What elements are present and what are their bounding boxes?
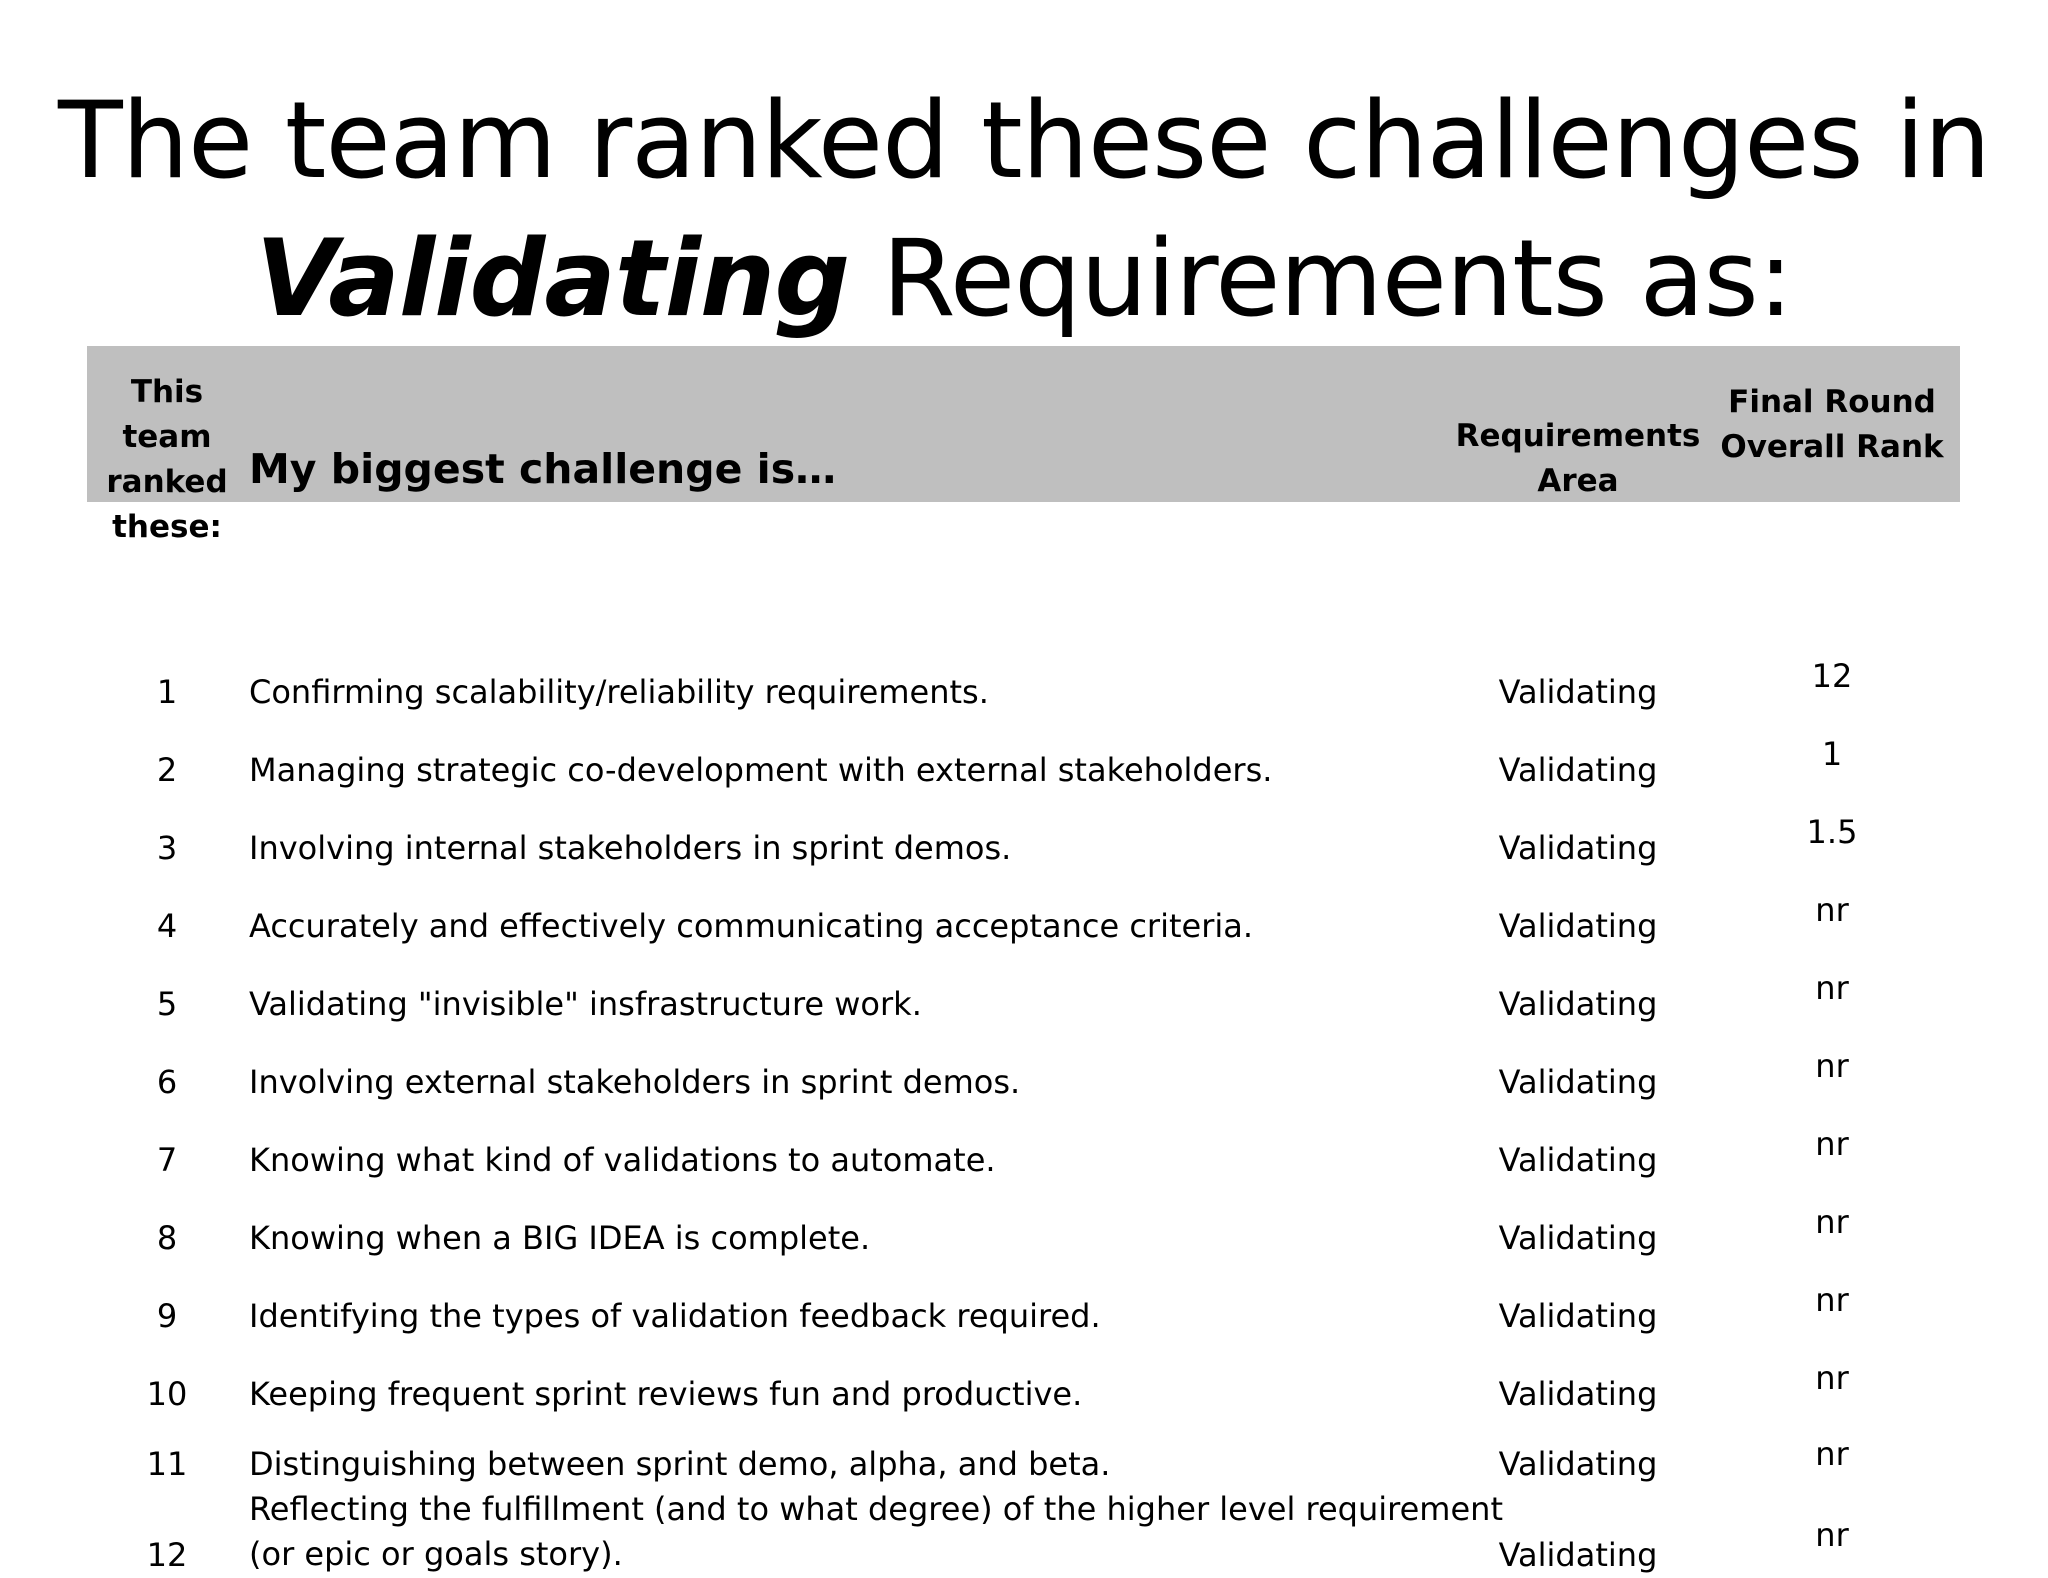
cell-area: Validating (1498, 1297, 1658, 1335)
slide-title (0, 72, 2048, 348)
cell-final-rank: nr (1815, 1516, 1849, 1554)
cell-challenge: Confirming scalability/reliability requirements. (249, 673, 989, 711)
cell-area: Validating (1498, 907, 1658, 945)
cell-final-rank: nr (1815, 1359, 1849, 1397)
title-line-2 (0, 210, 2048, 348)
cell-area: Validating (1498, 751, 1658, 789)
header-requirements-area (1441, 414, 1715, 504)
cell-challenge: Knowing when a BIG IDEA is complete. (249, 1219, 871, 1257)
cell-team-rank: 4 (156, 907, 178, 945)
header-final-rank (1699, 380, 1965, 470)
header-area-line: Area (1537, 463, 1619, 499)
title-emphasis: Validating (255, 217, 850, 340)
header-final-line: Final Round (1728, 384, 1936, 420)
cell-final-rank: nr (1815, 969, 1849, 1007)
cell-team-rank: 12 (146, 1536, 188, 1574)
cell-area: Validating (1498, 1063, 1658, 1101)
cell-challenge: Involving external stakeholders in sprint demos. (249, 1063, 1021, 1101)
cell-final-rank: nr (1815, 1281, 1849, 1319)
header-challenge: My biggest challenge is… (249, 445, 837, 493)
table-header (87, 346, 1960, 545)
cell-final-rank: 1 (1821, 735, 1843, 773)
cell-challenge: Involving internal stakeholders in sprint demos. (249, 829, 1012, 867)
header-team-rank (87, 370, 247, 550)
header-team-rank-line: ranked (106, 464, 228, 500)
cell-team-rank: 10 (146, 1375, 188, 1413)
cell-area: Validating (1498, 1141, 1658, 1179)
header-team-rank-line: these: (112, 509, 222, 545)
cell-challenge: Keeping frequent sprint reviews fun and productive. (249, 1375, 1083, 1413)
cell-team-rank: 3 (156, 829, 178, 867)
cell-area: Validating (1498, 1219, 1658, 1257)
header-final-line: Overall Rank (1720, 429, 1944, 465)
cell-challenge: Knowing what kind of validations to automate. (249, 1141, 996, 1179)
cell-team-rank: 8 (156, 1219, 178, 1257)
cell-challenge: Identifying the types of validation feedback required. (249, 1297, 1101, 1335)
cell-final-rank: nr (1815, 1203, 1849, 1241)
cell-challenge: Managing strategic co-development with external stakeholders. (249, 751, 1273, 789)
cell-team-rank: 9 (156, 1297, 178, 1335)
title-line-1: The team ranked these challenges in (58, 79, 1990, 202)
cell-final-rank: 1.5 (1806, 813, 1858, 851)
cell-challenge: Accurately and effectively communicating acceptance criteria. (249, 907, 1254, 945)
cell-challenge-line: Reflecting the fulfillment (and to what degree) of the higher level requirement (249, 1490, 1503, 1528)
cell-team-rank: 11 (146, 1445, 188, 1483)
cell-team-rank: 6 (156, 1063, 178, 1101)
cell-challenge (249, 1487, 1549, 1577)
cell-challenge: Validating "invisible" insfrastructure work. (249, 985, 922, 1023)
cell-area: Validating (1498, 1536, 1658, 1574)
cell-challenge-line: (or epic or goals story). (249, 1535, 623, 1573)
cell-team-rank: 5 (156, 985, 178, 1023)
cell-final-rank: nr (1815, 1047, 1849, 1085)
cell-team-rank: 7 (156, 1141, 178, 1179)
cell-final-rank: nr (1815, 1435, 1849, 1473)
cell-final-rank: 12 (1811, 657, 1853, 695)
cell-team-rank: 2 (156, 751, 178, 789)
cell-challenge: Distinguishing between sprint demo, alpha, and beta. (249, 1445, 1111, 1483)
challenges-table (87, 346, 1960, 1574)
header-team-rank-line: This team (122, 374, 212, 455)
cell-area: Validating (1498, 1445, 1658, 1483)
cell-area: Validating (1498, 673, 1658, 711)
cell-final-rank: nr (1815, 1125, 1849, 1163)
cell-final-rank: nr (1815, 891, 1849, 929)
header-area-line: Requirements (1455, 418, 1701, 454)
cell-team-rank: 1 (156, 673, 178, 711)
cell-area: Validating (1498, 1375, 1658, 1413)
cell-area: Validating (1498, 985, 1658, 1023)
cell-area: Validating (1498, 829, 1658, 867)
title-line-2-rest: Requirements as: (849, 217, 1793, 340)
